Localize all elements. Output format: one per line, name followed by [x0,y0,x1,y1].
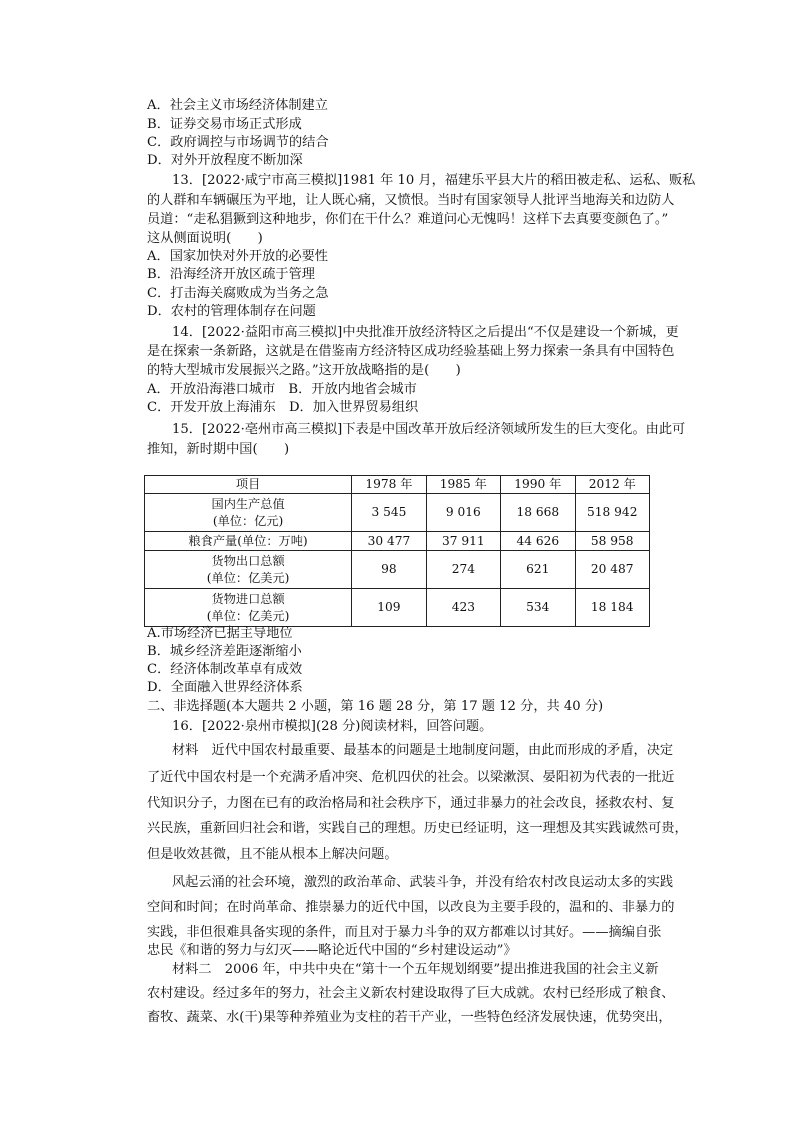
q15-option-d: D．全面融入世界经济体系 [147,680,303,695]
q16-material1-line-5: 但是收效甚微，且不能从根本上解决问题。 [147,847,398,862]
table-cell: 18 668 [501,494,575,532]
q14-stem-line-2: 是在探索一条新路，这就是在借鉴南方经济特区成功经验基础上努力探索一条具有中国特色 [147,344,675,359]
q16-material1b-line-3: 实践，非但很难具备实现的条件，而且对于暴力斗争的双方都难以讨其好。——摘编自张 [147,925,662,940]
q13-stem-line-1: 13．[2022·咸宁市高三模拟]1981 年 10 月，福建乐平县大片的稻田被走私、运私、贩私 [172,173,696,188]
table-header-cell: 项目 [145,476,352,494]
q14-stem-line-1: 14．[2022·益阳市高三模拟]中央批准开放经济特区之后提出“不仅是建设一个新城，更 [172,325,679,340]
table-cell: 44 626 [501,532,575,551]
table-cell: 534 [501,589,575,627]
table-header-cell: 2012 年 [575,476,650,494]
q16-material1-line-3: 代知识分子，力图在已有的政治格局和社会秩序下，通过非暴力的社会改良，拯救农村、复 [147,796,675,811]
item-unit: (单位：亿元) [212,513,284,528]
table-cell: 18 184 [575,589,650,627]
table-cell: 109 [352,589,426,627]
table-row [145,589,650,627]
table-row [145,532,650,551]
q12-option-d: D．对外开放程度不断加深 [147,153,303,168]
q16-title: 16．[2022·泉州市模拟](28 分)阅读材料，回答问题。 [172,719,493,734]
item-label: 粮食产量(单位：万吨) [188,533,308,548]
table-header-cell: 1990 年 [501,476,575,494]
table-row [145,494,650,532]
item-unit: (单位：亿美元) [206,608,290,623]
table-cell: 423 [426,589,500,627]
q13-stem-line-4: 这从侧面说明( ) [147,231,263,246]
table-cell: 621 [501,551,575,589]
q14-option-ab: A．开放沿海港口城市 B．开放内地省会城市 [147,382,417,397]
section2-header: 二、非选择题(本大题共 2 小题，第 16 题 28 分，第 17 题 12 分，共 40 分) [147,699,604,714]
q13-option-c: C．打击海关腐败成为当务之急 [147,286,329,301]
item-label: 货物出口总额 [211,553,285,568]
q16-material1-line-4: 兴民族，重新回归社会和谐，实践自己的理想。历史已经证明，这一理想及其实践诚然可贵， [147,821,688,836]
q12-option-b: B．证券交易市场正式形成 [147,117,302,132]
q13-stem-line-3: 员道：“走私猖獗到这种地步，你们在干什么？难道问心无愧吗！这样下去真要变颜色了。” [147,212,669,227]
q16-material1-line-1: 材料 近代中国农村最重要、最基本的问题是土地制度问题，由此而形成的矛盾，决定 [172,743,674,758]
q16-material1-line-2: 了近代中国农村是一个充满矛盾冲突、危机四伏的社会。以梁漱溟、晏阳初为代表的一批近 [147,770,675,785]
economy-table [144,475,650,627]
q14-option-cd: C．开发开放上海浦东 D．加入世界贸易组织 [147,400,419,415]
q12-option-c: C．政府调控与市场调节的结合 [147,135,329,150]
q16-material1b-line-1: 风起云涌的社会环境，激烈的政治革命、武装斗争，并没有给农村改良运动太多的实践 [172,875,674,890]
q15-option-c: C．经济体制改革卓有成效 [147,662,303,677]
q15-stem-line-1: 15．[2022·亳州市高三模拟]下表是中国改革开放后经济领域所发生的巨大变化。由此可 [172,422,686,437]
item-label: 货物进口总额 [211,591,285,606]
table-item-cell [145,589,352,627]
q16-material2-line-2: 农村建设。经过多年的努力，社会主义新农村建设取得了巨大成就。农村已经形成了粮食、 [147,986,675,1001]
q14-stem-line-3: 的特大型城市发展振兴之路。”这开放战略指的是( ) [147,363,461,378]
table-item-cell [145,551,352,589]
item-label: 国内生产总值 [211,496,285,511]
table-header-cell: 1985 年 [426,476,500,494]
table-cell: 58 958 [575,532,650,551]
q13-stem-line-2: 的人群和车辆碾压为平地，让人既心痛，又愤恨。当时有国家领导人批评当地海关和边防人 [147,193,675,208]
q13-option-a: A．国家加快对外开放的必要性 [147,249,328,264]
table-cell: 518 942 [575,494,650,532]
q16-material1b-line-2: 空间和时间；在时尚革命、推崇暴力的近代中国，以改良为主要手段的，温和的、非暴力的 [147,900,675,915]
q15-option-a: A.市场经济已据主导地位 [147,626,293,641]
table-cell: 274 [426,551,500,589]
q16-material2-line-3: 畜牧、蔬菜、水(干)果等种养殖业为支柱的若干产业，一些特色经济发展快速，优势突出， [147,1010,672,1025]
table-cell: 30 477 [352,532,426,551]
q16-material2-line-1: 材料二 2006 年，中共中央在“第十一个五年规划纲要”提出推进我国的社会主义新 [172,962,659,977]
table-row [145,551,650,589]
table-item-cell [145,494,352,532]
q15-option-b: B．城乡经济差距逐渐缩小 [147,644,302,659]
table-item-cell [145,532,352,551]
table-header-row [145,476,650,494]
q13-option-d: D．农村的管理体制存在问题 [147,304,316,319]
table-cell: 9 016 [426,494,500,532]
q15-stem-line-2: 推知，新时期中国( ) [147,442,290,457]
q16-material1b-line-4: 忠民《和谐的努力与幻灭——略论近代中国的“乡村建设运动”》 [147,943,517,958]
q12-option-a: A．社会主义市场经济体制建立 [147,98,328,113]
q13-option-b: B．沿海经济开放区疏于管理 [147,267,315,282]
item-unit: (单位：亿美元) [206,570,290,585]
table-cell: 37 911 [426,532,500,551]
table-cell: 98 [352,551,426,589]
table-header-cell: 1978 年 [352,476,426,494]
table-cell: 20 487 [575,551,650,589]
table-cell: 3 545 [352,494,426,532]
